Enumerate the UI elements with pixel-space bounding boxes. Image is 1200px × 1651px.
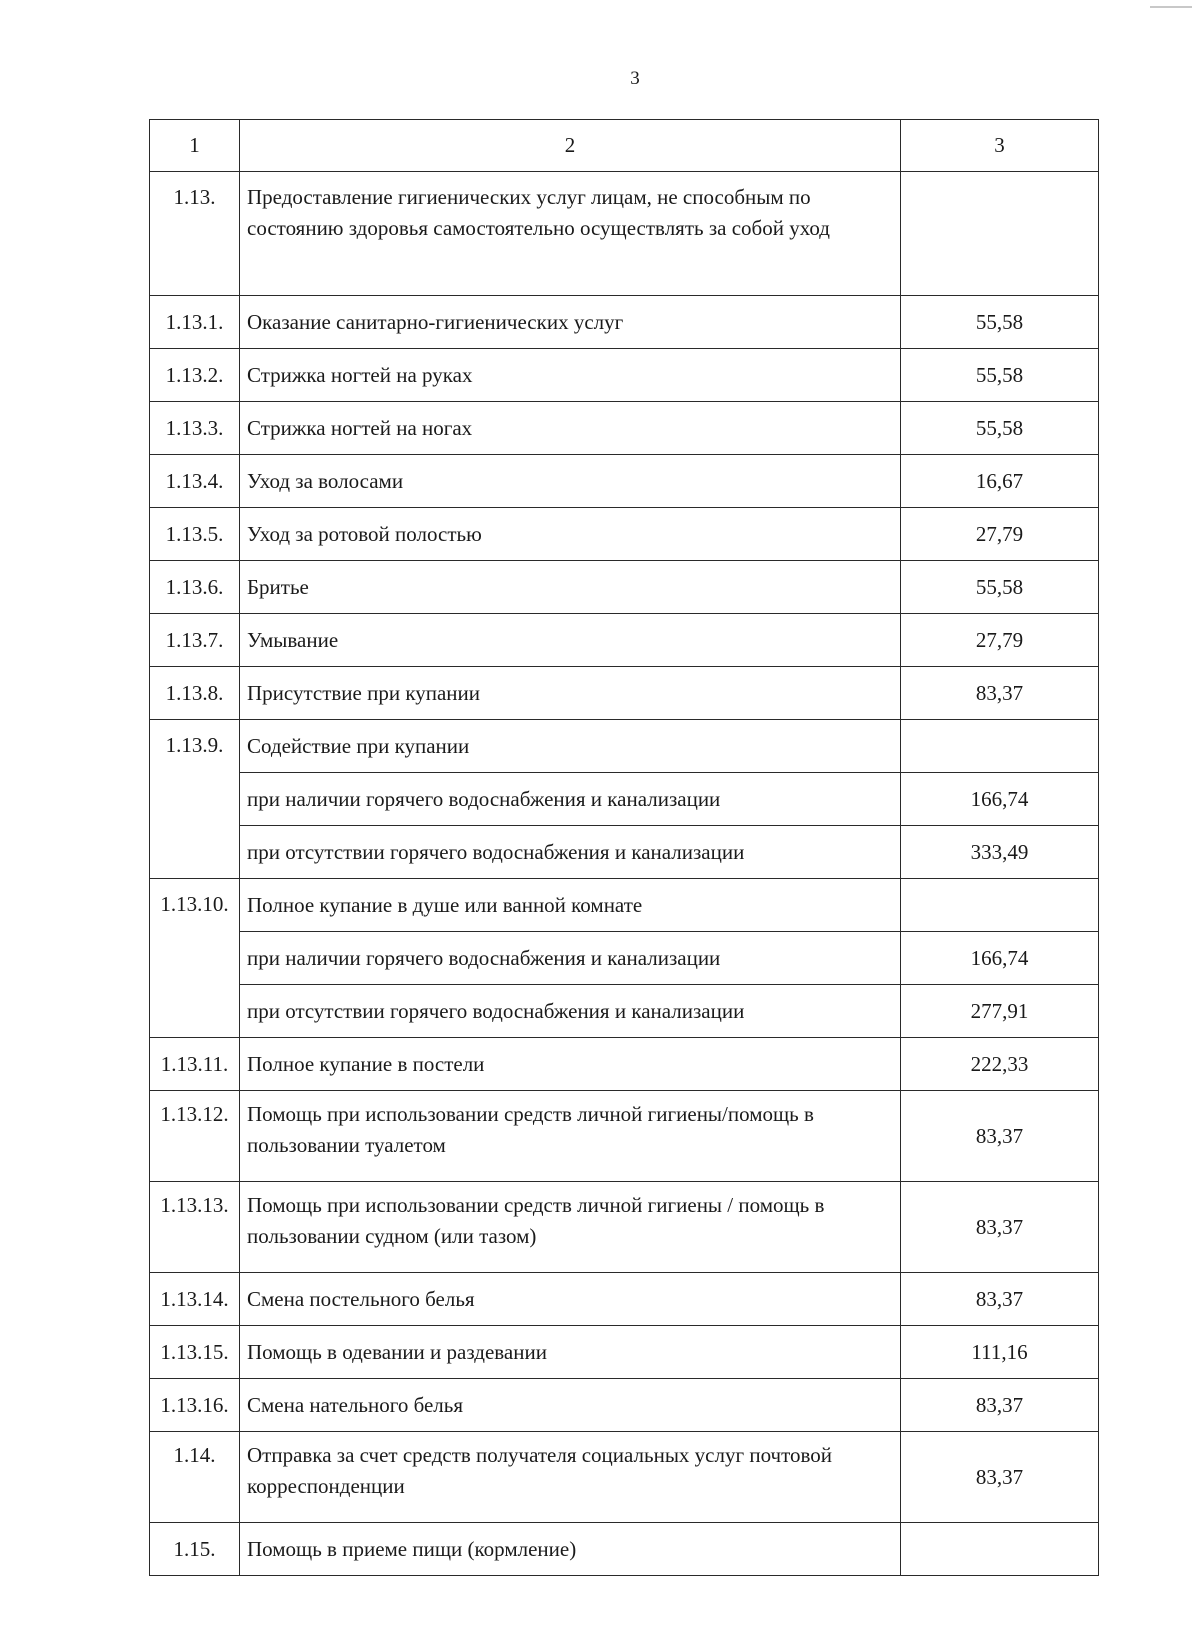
row-service-name: Помощь при использовании средств личной гигиены / помощь в пользовании судном (или тазом) bbox=[240, 1182, 901, 1273]
row-service-name: Стрижка ногтей на руках bbox=[240, 349, 901, 402]
row-number: 1.13.13. bbox=[150, 1182, 240, 1273]
table-row bbox=[150, 614, 1099, 667]
table-row bbox=[150, 1326, 1099, 1379]
row-service-name: Смена нательного белья bbox=[240, 1379, 901, 1432]
table-row bbox=[150, 1273, 1099, 1326]
table-row bbox=[150, 172, 1099, 296]
table-row bbox=[150, 1182, 1099, 1273]
row-service-name: Бритье bbox=[240, 561, 901, 614]
row-number: 1.13.4. bbox=[150, 455, 240, 508]
row-price: 27,79 bbox=[901, 508, 1099, 561]
row-price bbox=[901, 879, 1099, 932]
row-service-name: при отсутствии горячего водоснабжения и канализации bbox=[240, 985, 901, 1038]
row-number: 1.13.14. bbox=[150, 1273, 240, 1326]
row-number: 1.13. bbox=[150, 172, 240, 296]
row-service-name: Отправка за счет средств получателя социальных услуг почтовой корреспонденции bbox=[240, 1432, 901, 1523]
row-service-name: Смена постельного белья bbox=[240, 1273, 901, 1326]
table-row bbox=[150, 1091, 1099, 1182]
row-price: 83,37 bbox=[901, 1273, 1099, 1326]
row-service-name: Помощь в приеме пищи (кормление) bbox=[240, 1523, 901, 1576]
table-row bbox=[150, 932, 1099, 985]
row-service-name: Стрижка ногтей на ногах bbox=[240, 402, 901, 455]
row-number: 1.13.15. bbox=[150, 1326, 240, 1379]
row-number: 1.13.3. bbox=[150, 402, 240, 455]
page-number: 3 bbox=[630, 68, 640, 89]
row-price: 55,58 bbox=[901, 296, 1099, 349]
table-row bbox=[150, 879, 1099, 932]
row-number: 1.13.1. bbox=[150, 296, 240, 349]
row-price: 55,58 bbox=[901, 561, 1099, 614]
row-number: 1.13.12. bbox=[150, 1091, 240, 1182]
row-service-name: Содействие при купании bbox=[240, 720, 901, 773]
row-number: 1.13.6. bbox=[150, 561, 240, 614]
table-row bbox=[150, 667, 1099, 720]
table-row bbox=[150, 508, 1099, 561]
row-price bbox=[901, 1523, 1099, 1576]
row-price: 83,37 bbox=[901, 1379, 1099, 1432]
row-number: 1.13.10. bbox=[150, 879, 240, 1038]
row-number: 1.13.5. bbox=[150, 508, 240, 561]
row-price: 55,58 bbox=[901, 402, 1099, 455]
row-price: 83,37 bbox=[901, 1432, 1099, 1523]
row-price: 16,67 bbox=[901, 455, 1099, 508]
row-service-name: Полное купание в постели bbox=[240, 1038, 901, 1091]
row-price: 166,74 bbox=[901, 773, 1099, 826]
row-service-name: при наличии горячего водоснабжения и канализации bbox=[240, 773, 901, 826]
row-price: 277,91 bbox=[901, 985, 1099, 1038]
row-number: 1.13.7. bbox=[150, 614, 240, 667]
table-row bbox=[150, 826, 1099, 879]
row-number: 1.13.2. bbox=[150, 349, 240, 402]
row-service-name: Умывание bbox=[240, 614, 901, 667]
table-row bbox=[150, 561, 1099, 614]
table-header-row bbox=[150, 120, 1099, 172]
row-price bbox=[901, 172, 1099, 296]
table-row bbox=[150, 455, 1099, 508]
row-service-name: Оказание санитарно-гигиенических услуг bbox=[240, 296, 901, 349]
table-row bbox=[150, 349, 1099, 402]
row-price: 222,33 bbox=[901, 1038, 1099, 1091]
row-price: 83,37 bbox=[901, 667, 1099, 720]
row-service-name: Помощь в одевании и раздевании bbox=[240, 1326, 901, 1379]
row-service-name: при наличии горячего водоснабжения и канализации bbox=[240, 932, 901, 985]
table-row bbox=[150, 1432, 1099, 1523]
row-service-name: Уход за волосами bbox=[240, 455, 901, 508]
row-number: 1.13.16. bbox=[150, 1379, 240, 1432]
table-row bbox=[150, 402, 1099, 455]
services-price-table bbox=[149, 119, 1099, 1576]
row-service-name: Присутствие при купании bbox=[240, 667, 901, 720]
table-row bbox=[150, 296, 1099, 349]
row-number: 1.13.9. bbox=[150, 720, 240, 879]
table-row bbox=[150, 720, 1099, 773]
row-service-name: при отсутствии горячего водоснабжения и канализации bbox=[240, 826, 901, 879]
row-service-name: Помощь при использовании средств личной гигиены/помощь в пользовании туалетом bbox=[240, 1091, 901, 1182]
row-service-name: Уход за ротовой полостью bbox=[240, 508, 901, 561]
table-row bbox=[150, 985, 1099, 1038]
header-col-1: 1 bbox=[150, 120, 240, 172]
row-price: 55,58 bbox=[901, 349, 1099, 402]
table-row bbox=[150, 1523, 1099, 1576]
row-number: 1.14. bbox=[150, 1432, 240, 1523]
header-col-3: 3 bbox=[901, 120, 1099, 172]
row-number: 1.13.11. bbox=[150, 1038, 240, 1091]
header-col-2: 2 bbox=[240, 120, 901, 172]
row-price: 27,79 bbox=[901, 614, 1099, 667]
scan-edge-mark bbox=[1150, 6, 1192, 8]
row-service-name: Полное купание в душе или ванной комнате bbox=[240, 879, 901, 932]
row-number: 1.13.8. bbox=[150, 667, 240, 720]
row-price: 166,74 bbox=[901, 932, 1099, 985]
table-row bbox=[150, 1038, 1099, 1091]
table-row bbox=[150, 773, 1099, 826]
row-price: 333,49 bbox=[901, 826, 1099, 879]
row-price: 83,37 bbox=[901, 1091, 1099, 1182]
row-price: 111,16 bbox=[901, 1326, 1099, 1379]
table-row bbox=[150, 1379, 1099, 1432]
row-price bbox=[901, 720, 1099, 773]
row-service-name: Предоставление гигиенических услуг лицам, не способным по состоянию здоровья самостоятельно осуществлять за собой уход bbox=[240, 172, 901, 296]
row-price: 83,37 bbox=[901, 1182, 1099, 1273]
row-number: 1.15. bbox=[150, 1523, 240, 1576]
